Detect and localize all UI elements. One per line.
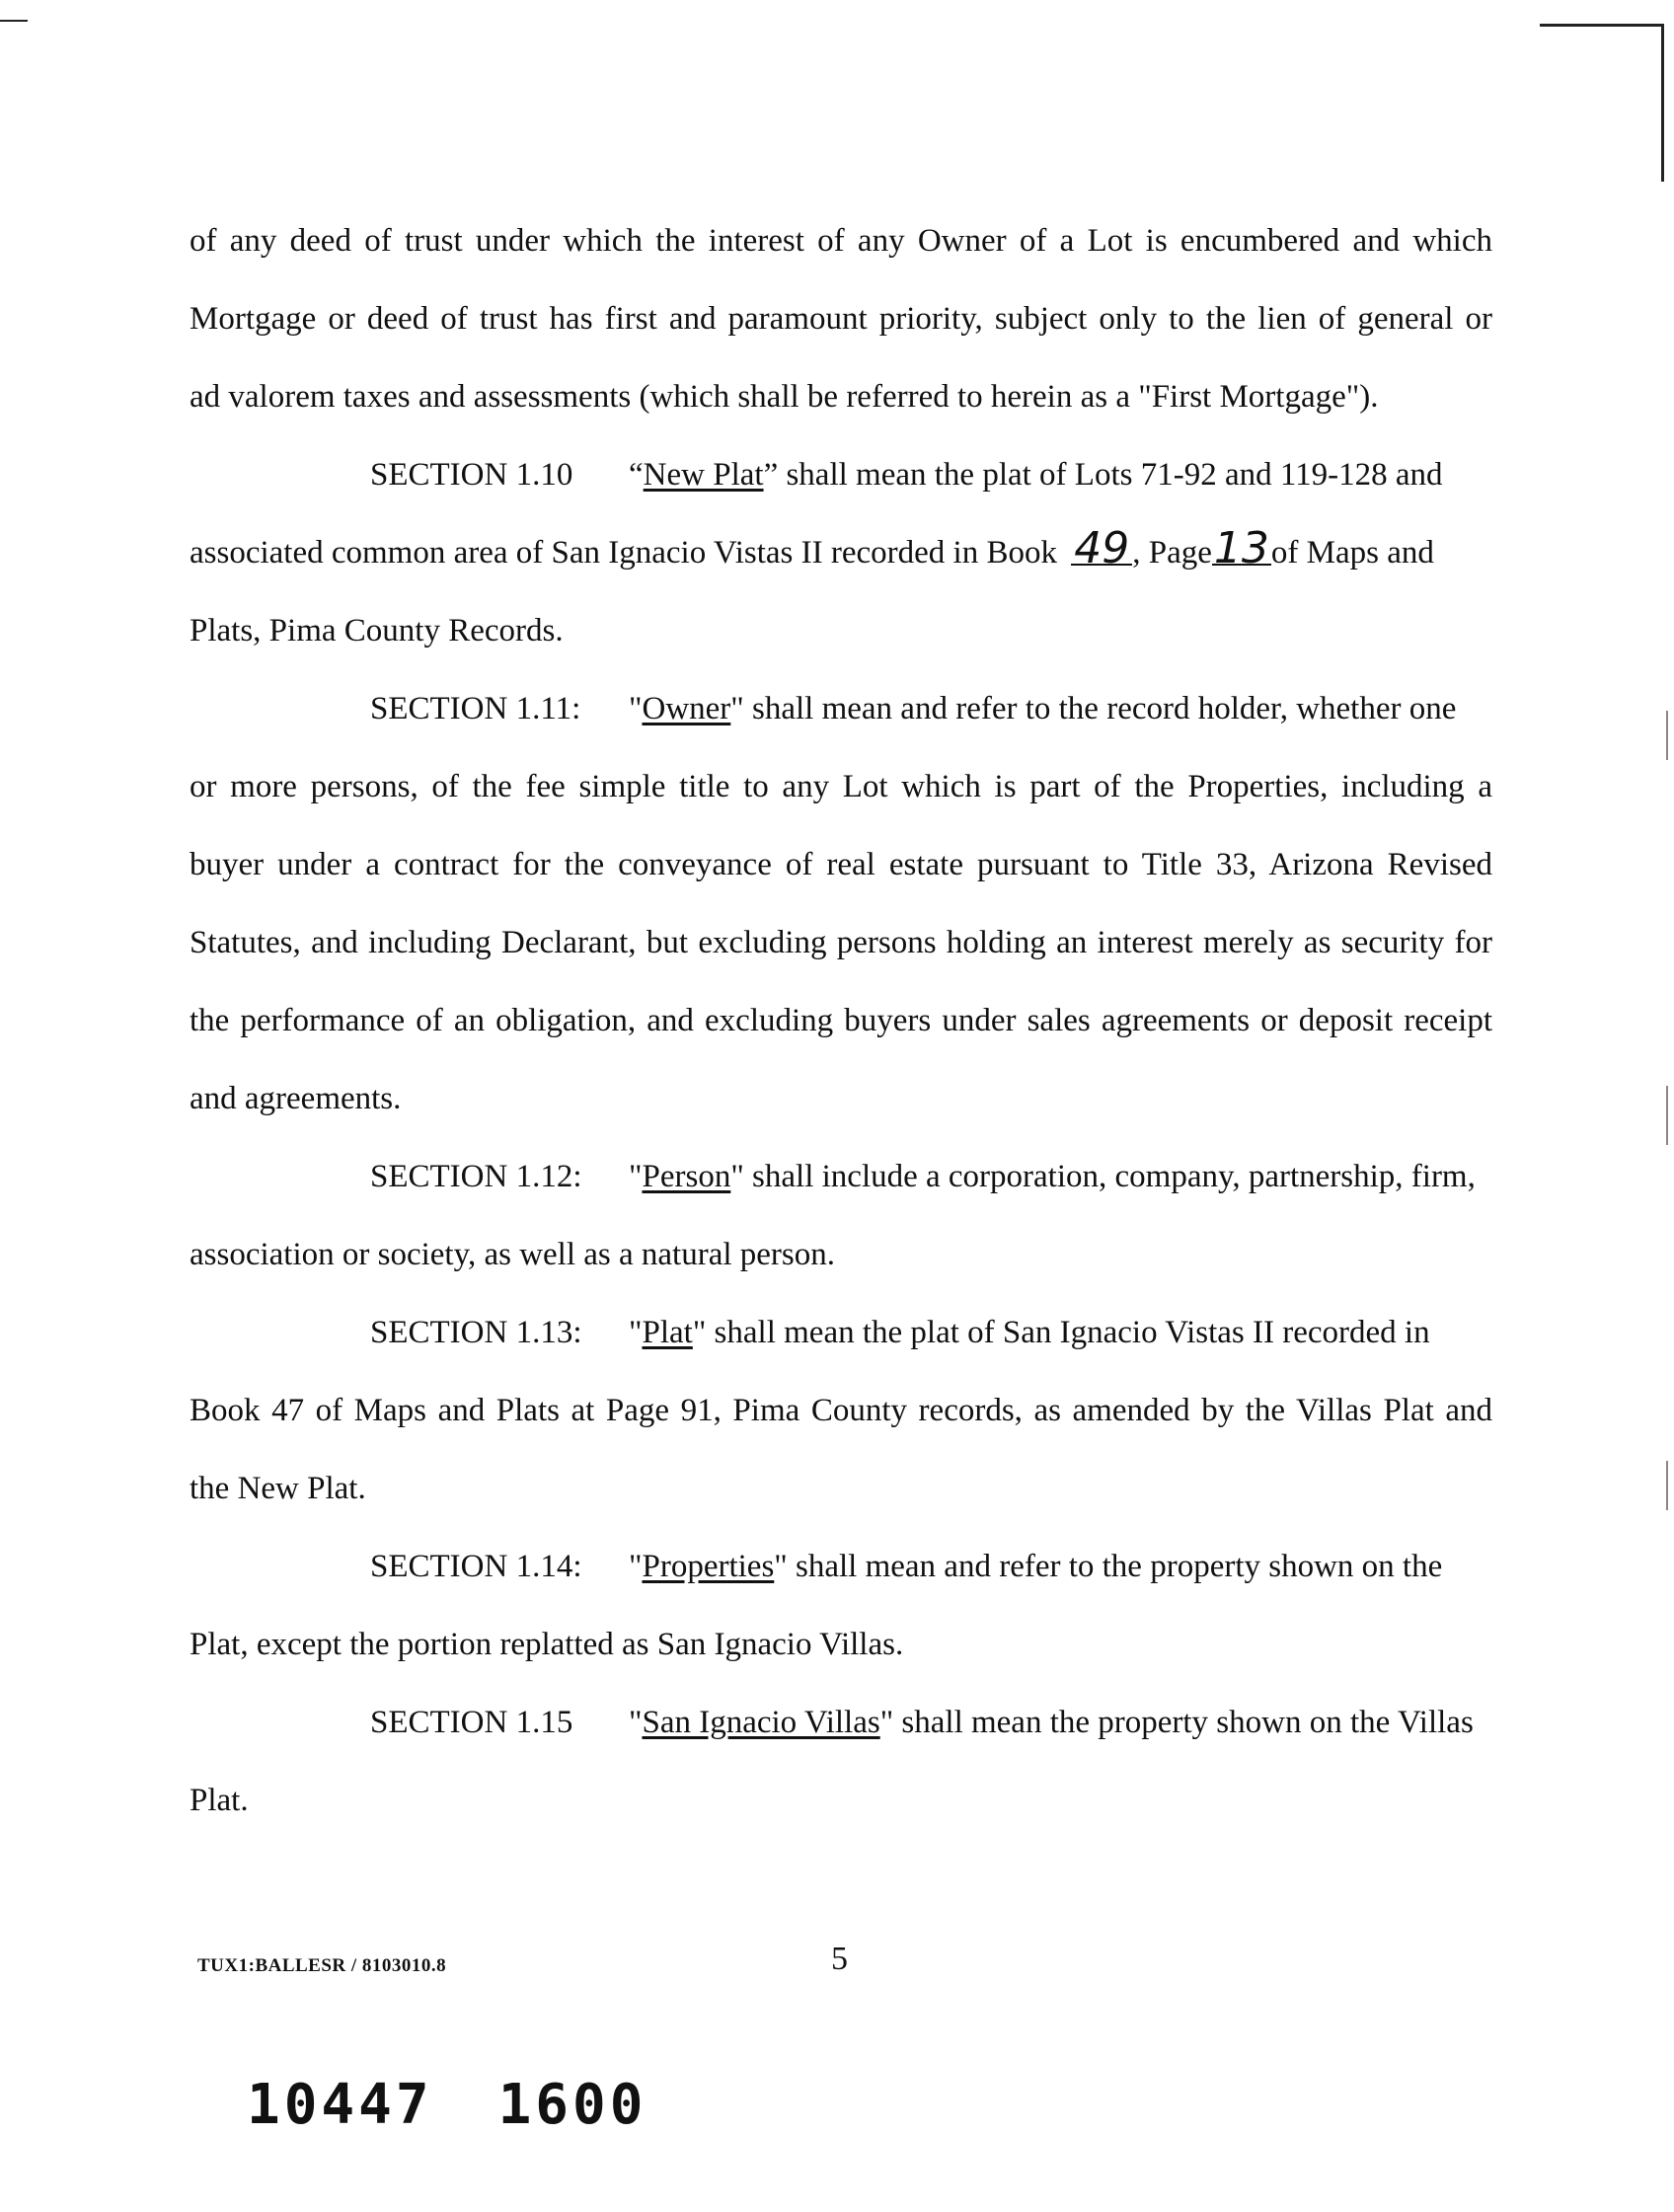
text-line: Book 47 of Maps and Plats at Page 91, Pima County records, as amended by the Villas Plat and — [190, 1393, 1492, 1428]
section-1-14: SECTION 1.14: "Properties" shall mean and refer to the property shown on the Plat, except the portion replatted as San Ignacio Villas. — [190, 1528, 1492, 1684]
defined-term: Properties — [642, 1549, 775, 1584]
text-line: buyer under a contract for the conveyance of real estate pursuant to Title 33, Arizona Revised — [190, 847, 1492, 882]
document-id: TUX1:BALLESR / 8103010.8 — [197, 1955, 447, 1976]
section-number: SECTION 1.11: — [370, 691, 581, 726]
section-1-13: SECTION 1.13: "Plat" shall mean the plat of San Ignacio Vistas II recorded in Book 47 of Maps and Plats at Page 91, Pima County records, as amended by the Villas Plat and the New Plat. — [190, 1294, 1492, 1528]
scan-edge-mark — [0, 20, 28, 22]
defined-term: New Plat — [643, 457, 764, 493]
text-line: the performance of an obligation, and excluding buyers under sales agreements or deposit receipt — [190, 1003, 1492, 1038]
section-1-12: SECTION 1.12: "Person" shall include a corporation, company, partnership, firm, association or society, as well as a natural person. — [190, 1138, 1492, 1294]
recording-stamp — [247, 2073, 712, 2137]
paragraph-continuation — [190, 202, 1492, 436]
text-line: Plat, except the portion replatted as San Ignacio Villas. — [190, 1627, 904, 1662]
scan-edge-mark — [1661, 24, 1664, 182]
text-line: and agreements. — [190, 1081, 402, 1116]
text-line: Plats, Pima County Records. — [190, 613, 564, 648]
text-line: or more persons, of the fee simple title to any Lot which is part of the Properties, including a — [190, 769, 1492, 804]
defined-term: Person — [642, 1159, 731, 1194]
text-line: Statutes, and including Declarant, but excluding persons holding an interest merely as security for — [190, 925, 1492, 960]
handwritten-page-number: 13 — [1213, 523, 1269, 573]
section-1-11: SECTION 1.11: "Owner" shall mean and refer to the record holder, whether one or more persons, of the fee simple title to any Lot which is part of the Properties, including a buyer under a contract for the conveyance of real estate pursuant to Title 33, Arizona Revised Statutes, and including Declarant, but excluding persons holding an interest merely as security for the performance of an obligation, and excluding buyers under sales agreements or deposit receipt and agreements. — [190, 670, 1492, 1138]
text-line: association or society, as well as a natural person. — [190, 1237, 835, 1272]
section-1-10: SECTION 1.10 “New Plat” shall mean the plat of Lots 71-92 and 119-128 and associated common area of San Ignacio Vistas II recorded in Book 49, Page13of Maps and Plats, Pima County Records. — [190, 436, 1492, 670]
section-number: SECTION 1.12: — [370, 1159, 582, 1194]
defined-term: Plat — [642, 1315, 693, 1350]
text-line: Plat. — [190, 1783, 249, 1818]
scan-speck — [1666, 1086, 1668, 1145]
defined-term: San Ignacio Villas — [642, 1705, 880, 1740]
page-number: 5 — [831, 1941, 848, 1977]
text-line: Mortgage or deed of trust has first and paramount priority, subject only to the lien of general or — [190, 301, 1492, 337]
defined-term: Owner — [642, 691, 731, 726]
text-line: of any deed of trust under which the interest of any Owner of a Lot is encumbered and which — [190, 223, 1492, 259]
text-line: the New Plat. — [190, 1471, 366, 1506]
stamp-page: 1600 — [497, 2073, 647, 2137]
section-number: SECTION 1.10 — [370, 457, 573, 493]
handwritten-book-number: 49 — [1071, 534, 1132, 566]
section-1-15: SECTION 1.15 "San Ignacio Villas" shall mean the property shown on the Villas Plat. — [190, 1684, 1492, 1840]
stamp-docket: 10447 — [247, 2073, 433, 2137]
section-number: SECTION 1.13: — [370, 1315, 582, 1350]
text-line: ad valorem taxes and assessments (which shall be referred to herein as a "First Mortgage"). — [190, 379, 1379, 415]
scan-speck — [1666, 711, 1668, 760]
scan-edge-mark — [1540, 24, 1663, 27]
section-number: SECTION 1.14: — [370, 1549, 582, 1584]
scan-speck — [1666, 1461, 1668, 1510]
section-number: SECTION 1.15 — [370, 1705, 573, 1740]
